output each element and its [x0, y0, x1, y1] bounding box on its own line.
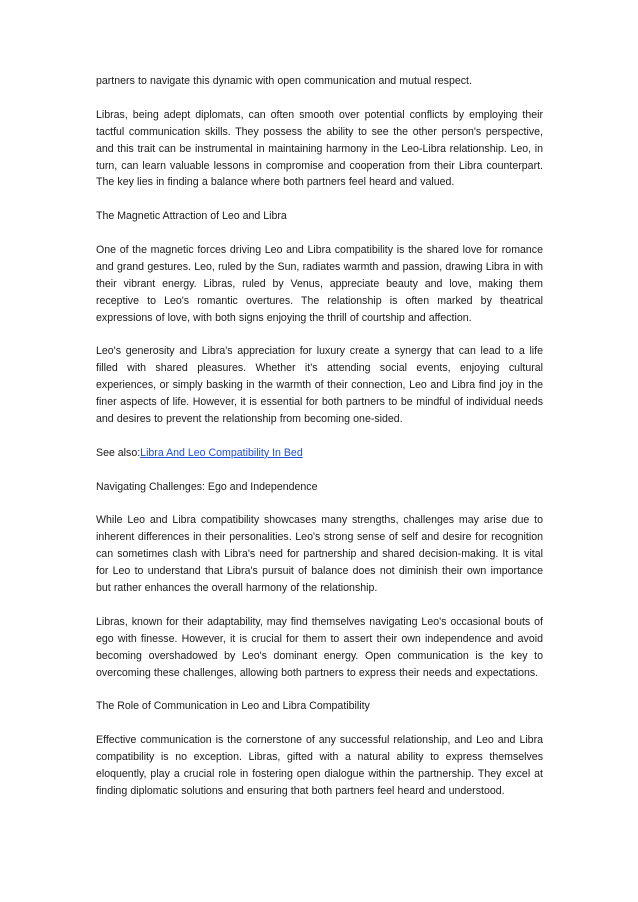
- paragraph-effective-communication: Effective communication is the cornerstone of any successful relationship, and Leo and Libra compatibility is no exception. Libras, gifted with a natural ability to express themselves eloquently, play a crucial role in fostering open dialogue within the partnership. They excel at finding diplomatic solutions and ensuring that both partners feel heard and understood.: [96, 734, 543, 797]
- see-also-prefix: See also:: [96, 446, 141, 459]
- paragraph-intro-continuation: partners to navigate this dynamic with open communication and mutual respect.: [96, 75, 472, 87]
- paragraph-challenges-strengths: While Leo and Libra compatibility showcases many strengths, challenges may arise due to inherent differences in their personalities. Leo's strong sense of self and desire for recognition can sometimes clash with Libra's need for partnership and shared decision-making. It is vital for Leo to understand that Libra's pursuit of balance does not diminish their own importance but rather enhances the overall harmony of the relationship.: [96, 514, 543, 595]
- section-heading-communication: The Role of Communication in Leo and Libra Compatibility: [96, 700, 370, 713]
- paragraph-libra-diplomats: Libras, being adept diplomats, can often smooth over potential conflicts by employing their tactful communication skills. They possess the ability to see the other person's perspective, and this trait can be instrumental in maintaining harmony in the Leo-Libra relationship. Leo, in turn, can learn valuable lessons in compromise and cooperation from their Libra counterpart. The key lies in finding a balance where both partners feel heard and valued.: [96, 108, 543, 189]
- paragraph-libra-adaptability: Libras, known for their adaptability, may find themselves navigating Leo's occasional bouts of ego with finesse. However, it is crucial for them to assert their own independence and avoid becoming overshadowed by Leo's dominant energy. Open communication is the key to overcoming these challenges, allowing both partners to express their needs and expectations.: [96, 615, 543, 679]
- section-heading-challenges: Navigating Challenges: Ego and Independence: [96, 480, 318, 493]
- section-heading-magnetic-attraction: The Magnetic Attraction of Leo and Libra: [96, 210, 287, 223]
- see-also-link[interactable]: Libra And Leo Compatibility In Bed: [140, 446, 303, 459]
- paragraph-romance-gestures: One of the magnetic forces driving Leo and Libra compatibility is the shared love for romance and grand gestures. Leo, ruled by the Sun, radiates warmth and passion, drawing Libra in with their vibrant energy. Libras, ruled by Venus, appreciate beauty and love, making them receptive to Leo's romantic overtures. The relationship is often marked by theatrical expressions of love, with both signs enjoying the thrill of courtship and affection.: [96, 244, 543, 324]
- paragraph-generosity-luxury: Leo's generosity and Libra's appreciation for luxury create a synergy that can lead to a life filled with shared pleasures. Whether it's attending social events, enjoying cultural experiences, or simply basking in the warmth of their connection, Leo and Libra find joy in the finer aspects of life. However, it is essential for both partners to be mindful of individual needs and desires to prevent the relationship from becoming one-sided.: [96, 345, 543, 426]
- document-body: [96, 73, 543, 817]
- see-also-line: [96, 445, 543, 462]
